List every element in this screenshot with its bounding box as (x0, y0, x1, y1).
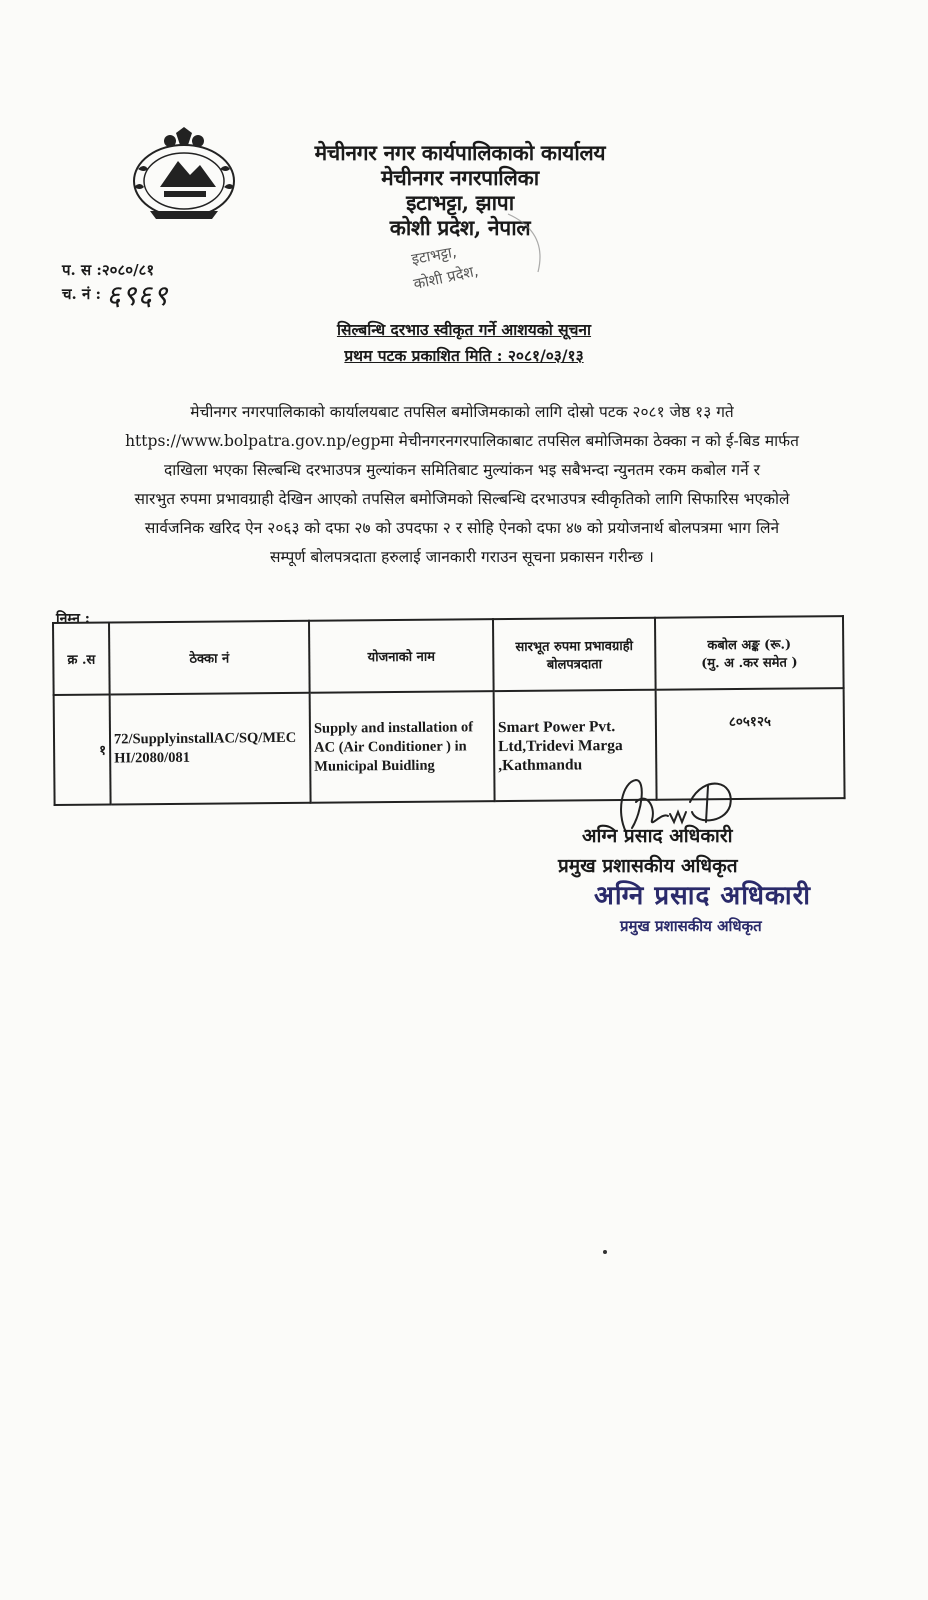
cell-bidder: Smart Power Pvt. Ltd,Tridevi Marga ,Kathmandu (494, 690, 657, 801)
header-bidder-line1: सारभूत रुपमा प्रभावग्राही (515, 638, 634, 655)
signatory-block (560, 822, 820, 936)
body-line: https://www.bolpatra.gov.np/egpमा मेचीनगरनगरपालिकाबाट तपसिल बमोजिमका ठेक्का न को ई-बिड मार्फत (125, 432, 799, 450)
stray-mark (603, 1250, 607, 1254)
signatory-name: अग्नि प्रसाद अधिकारी (582, 825, 733, 847)
body-line: दाखिला भएका सिल्बन्धि दरभाउपत्र मुल्यांकन समितिबाट मुल्यांकन भइ सबैभन्दा न्युनतम रकम कबोल गर्ने र (164, 461, 760, 479)
stamp-line-2: कोशी प्रदेश, (411, 261, 480, 288)
reference-numbers (62, 260, 169, 312)
province-country: कोशी प्रदेश, नेपाल (389, 215, 531, 240)
header-bidder-line2: बोलपत्रदाता (546, 657, 603, 673)
chalani-number (62, 279, 169, 312)
cell-project: Supply and installation of AC (Air Conditioner ) in Municipal Buidling (310, 691, 495, 803)
body-line: मेचीनगर नगरपालिकाको कार्यालयबाट तपसिल बमोजिमकाको लागि दोस्रो पटक २०८१ जेष्ठ १३ गते (190, 403, 734, 421)
cell-amount: ८०५१२५ (656, 688, 845, 800)
header-amount-line1: कबोल अङ्क (रू.) (707, 637, 792, 654)
cell-contract: 72/SupplyinstallAC/SQ/MECHI/2080/081 (110, 693, 311, 805)
nepal-government-emblem (120, 125, 248, 225)
table-caption: निम्न : (56, 611, 90, 627)
header-bidder (493, 618, 656, 691)
municipality-name: मेचीनगर नगरपालिका (381, 165, 539, 190)
table-header-row (53, 616, 844, 695)
header-amount-line2: (मु. अ .कर समेत ) (701, 655, 798, 672)
ps-label: प. स : (62, 261, 102, 279)
office-title: मेचीनगर नगर कार्यपालिकाको कार्यालय (314, 140, 606, 165)
patra-sankhya (62, 260, 169, 280)
header-project: योजनाको नाम (309, 619, 494, 693)
signatory-title: प्रमुख प्रशासकीय अधिकृत (558, 855, 738, 877)
office-stamp (408, 208, 558, 288)
header-contract: ठेक्का नं (109, 621, 310, 695)
ps-value: २०८०/८१ (101, 261, 155, 279)
body-line: सारभुत रुपमा प्रभावग्राही देखिन आएको तपसिल बमोजिमको सिल्बन्धि दरभाउपत्र स्वीकृतिको लागि सिफारिस भएकोले (134, 490, 790, 508)
notice-title: सिल्बन्धि दरभाउ स्वीकृत गर्ने आशयको सूचना (336, 320, 592, 339)
cell-sn: १ (54, 694, 111, 804)
chn-label: च. नं : (62, 285, 102, 303)
body-line: सम्पूर्ण बोलपत्रदाता हरुलाई जानकारी गराउन सूचना प्रकासन गरीन्छ । (270, 548, 654, 566)
publication-date: प्रथम पटक प्रकाशित मिति : २०८१/०३/१३ (344, 346, 584, 365)
header-amount (655, 616, 844, 690)
chn-value-handwritten: ६९६९ (106, 279, 169, 312)
office-location: इटाभट्टा, झापा (406, 190, 514, 215)
notice-body (52, 398, 872, 572)
header-sn: क्र .स (53, 623, 110, 695)
body-line: सार्वजनिक खरिद ऐन २०६३ को दफा २७ को उपदफा २ र सोहि ऐनको दफा ४७ को प्रयोजनार्थ बोलपत्रमा भाग लिने (144, 519, 780, 537)
stamp-line-1: इटाभट्टा, (410, 242, 458, 269)
name-stamp: अग्नि प्रसाद अधिकारी (594, 881, 812, 911)
title-stamp: प्रमुख प्रशासकीय अधिकृत (620, 917, 762, 935)
